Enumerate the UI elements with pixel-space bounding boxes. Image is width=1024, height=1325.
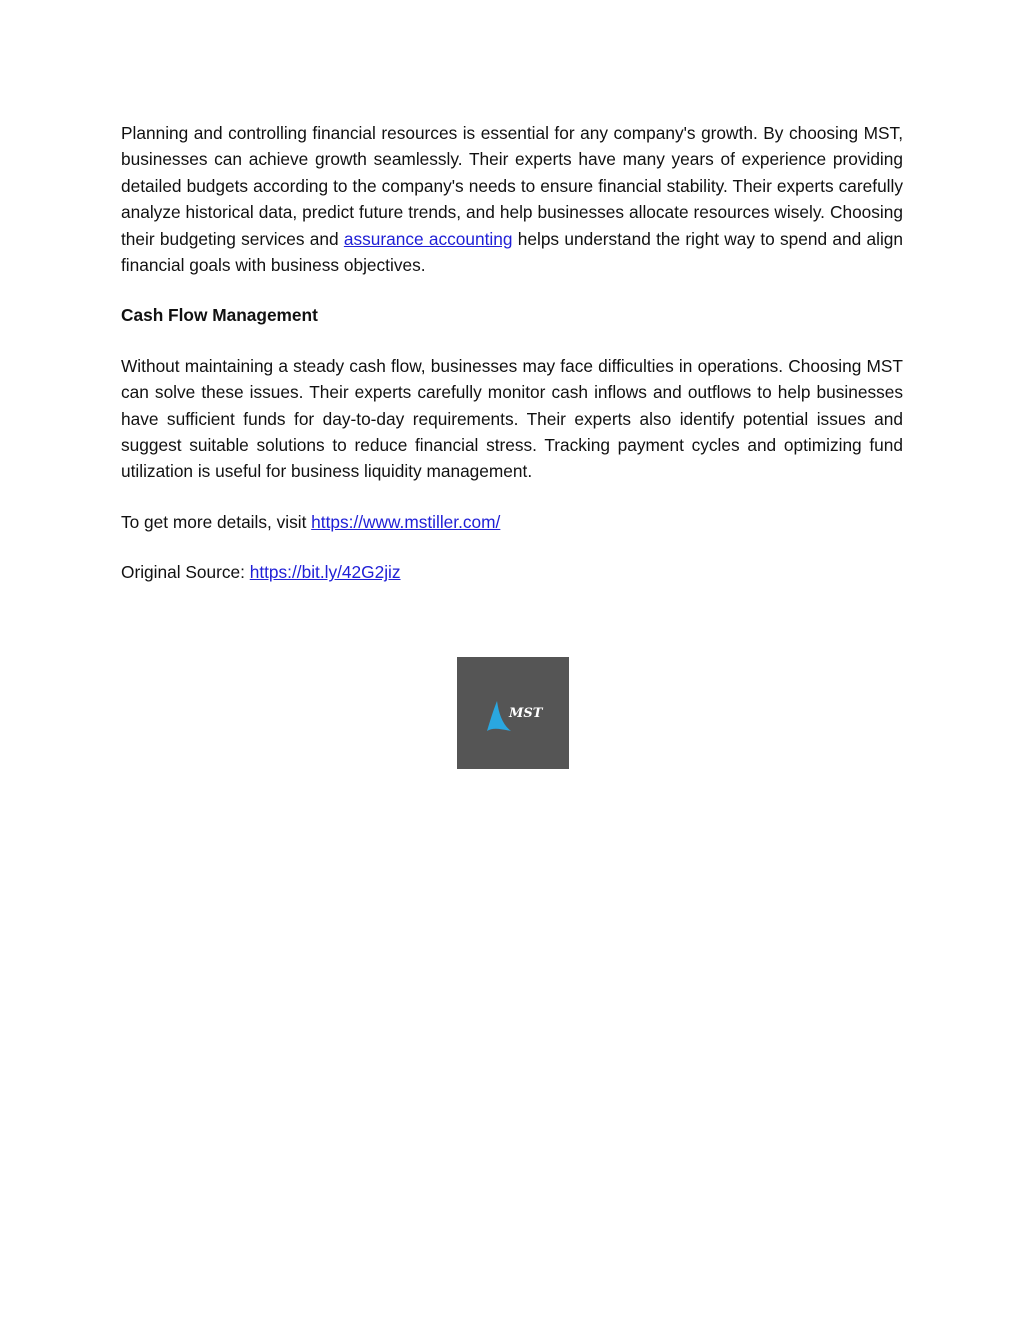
website-link[interactable]: https://www.mstiller.com/	[311, 511, 501, 532]
section-heading: Cash Flow Management	[121, 305, 318, 326]
source-line	[121, 559, 903, 585]
mst-logo-text: MST	[509, 706, 543, 721]
source-prefix: Original Source:	[121, 562, 250, 583]
source-link[interactable]: https://bit.ly/42G2jiz	[249, 562, 401, 583]
details-line	[121, 509, 903, 535]
details-prefix: To get more details, visit	[121, 511, 312, 532]
intro-text-before: Planning and controlling financial resources is essential for any company's growth. By choosing MST, businesses can achieve growth seamlessly. Their experts have many years of experience providing detailed budgets according to the company's needs to ensure financial stability. Their experts carefully analyze historical data, predict future trends, and help businesses allocate resources wisely. Choosing their budgeting services and	[121, 123, 903, 249]
mst-logo	[457, 657, 569, 769]
intro-text-after: helps understand the right way to spend and align financial goals with business objectives.	[121, 228, 904, 276]
mst-logo-icon	[457, 657, 569, 769]
cash-flow-paragraph: Without maintaining a steady cash flow, businesses may face difficulties in operations. Choosing MST can solve these issues. Their experts carefully monitor cash inflows and outflows to help businesses have sufficient funds for day-to-day requirements. Their experts also identify potential issues and suggest suitable solutions to reduce financial stress. Tracking payment cycles and optimizing fund utilization is useful for business liquidity management.	[121, 355, 903, 482]
assurance-accounting-link[interactable]: assurance accounting	[343, 228, 513, 249]
intro-paragraph	[121, 120, 903, 278]
document-body	[121, 120, 903, 586]
